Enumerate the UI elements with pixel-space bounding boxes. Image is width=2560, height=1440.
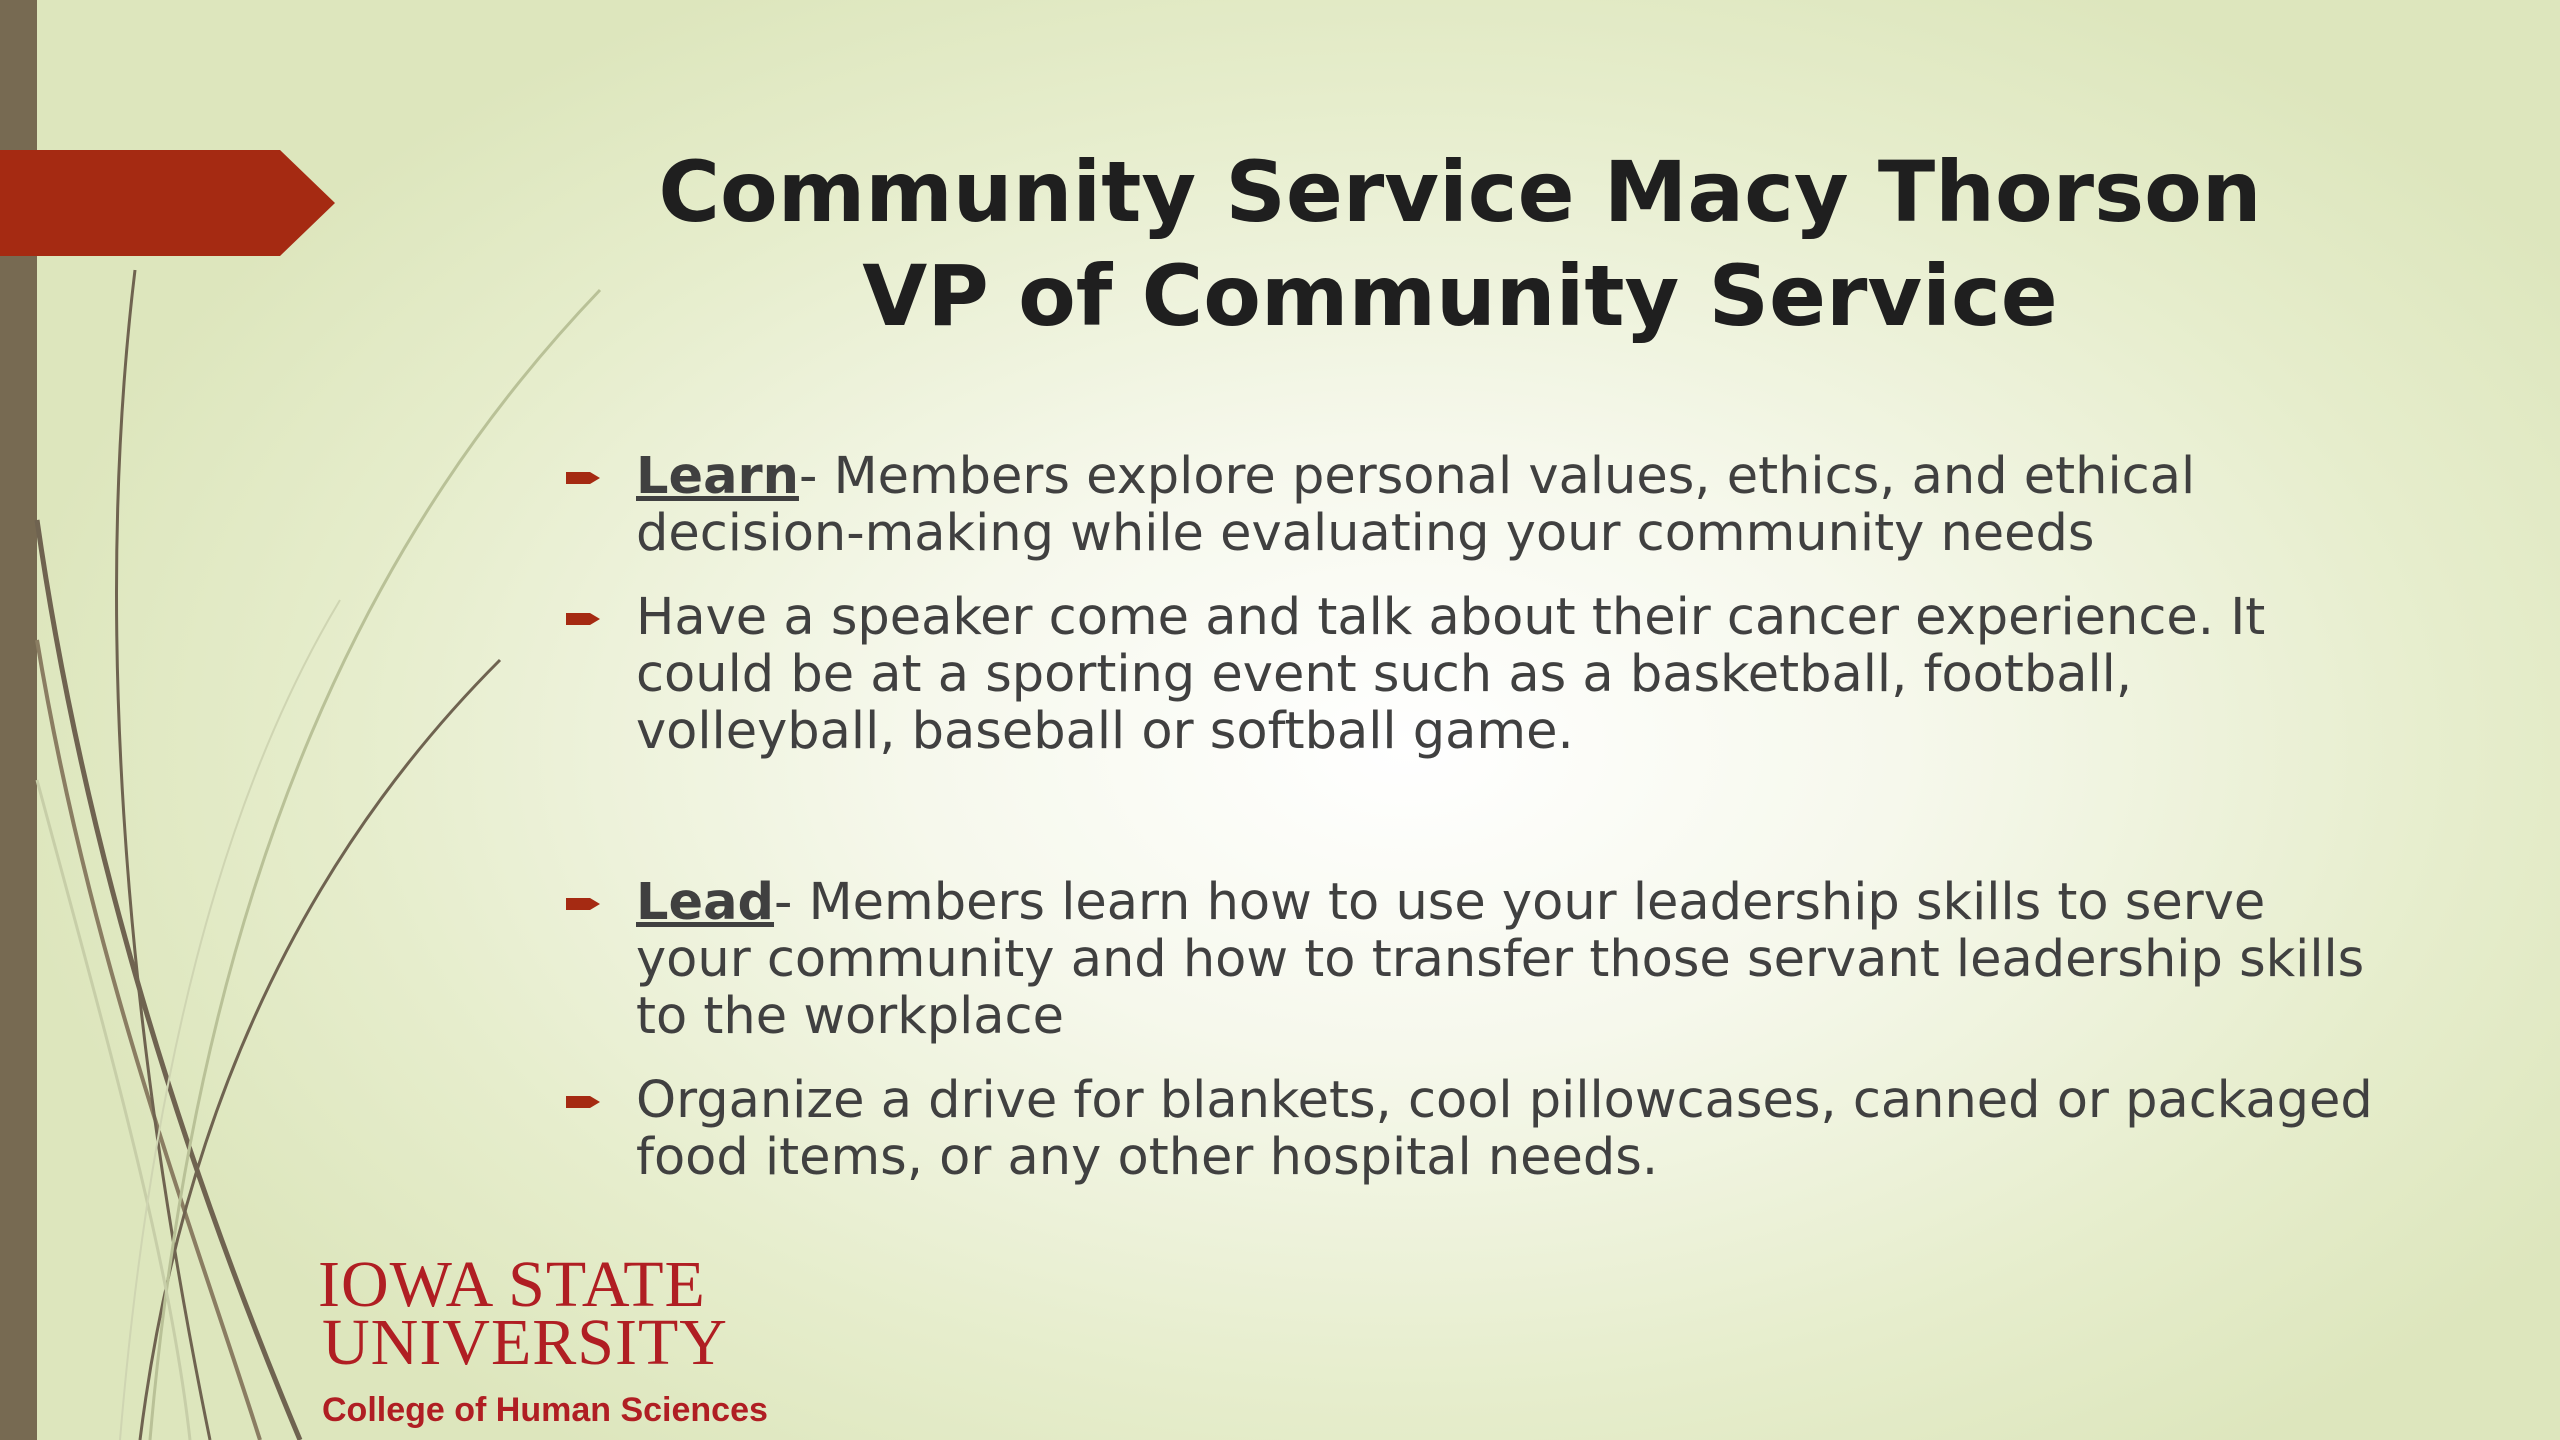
title-line-1: Community Service Macy Thorson [658,143,2262,241]
bullet-item-speaker [560,589,2380,760]
bullet-item-lead [560,874,2380,1045]
bullet-keyword: Lead [636,873,775,932]
arrow-bullet-icon [566,896,602,912]
slide-title [560,140,2360,348]
logo-line-1: IOWA STATE [318,1248,706,1321]
bullet-item-learn [560,448,2380,562]
bullet-text: - Members explore personal values, ethics, and ethical decision-making while evaluating your community needs [636,447,2196,563]
logo-line-2: UNIVERSITY [322,1306,728,1379]
bullet-text: Organize a drive for blankets, cool pillowcases, canned or packaged food items, or any other hospital needs. [636,1071,2373,1187]
arrow-bullet-icon [566,470,602,486]
title-line-2: VP of Community Service [862,247,2058,345]
arrow-bullet-icon [566,1094,602,1110]
bullet-item-drive [560,1072,2380,1186]
bullet-keyword: Learn [636,447,799,506]
bullet-list [560,448,2380,1213]
university-logo [318,1248,768,1430]
bullet-text: - Members learn how to use your leadership skills to serve your community and how to transfer those servant leadership skills to the workplace [636,873,2365,1046]
bullet-text: Have a speaker come and talk about their cancer experience. It could be at a sporting event such as a basketball, football, volleyball, baseball or softball game. [636,588,2266,761]
arrow-banner-icon [0,150,335,256]
logo-college-name: College of Human Sciences [322,1391,768,1429]
arrow-bullet-icon [566,611,602,627]
